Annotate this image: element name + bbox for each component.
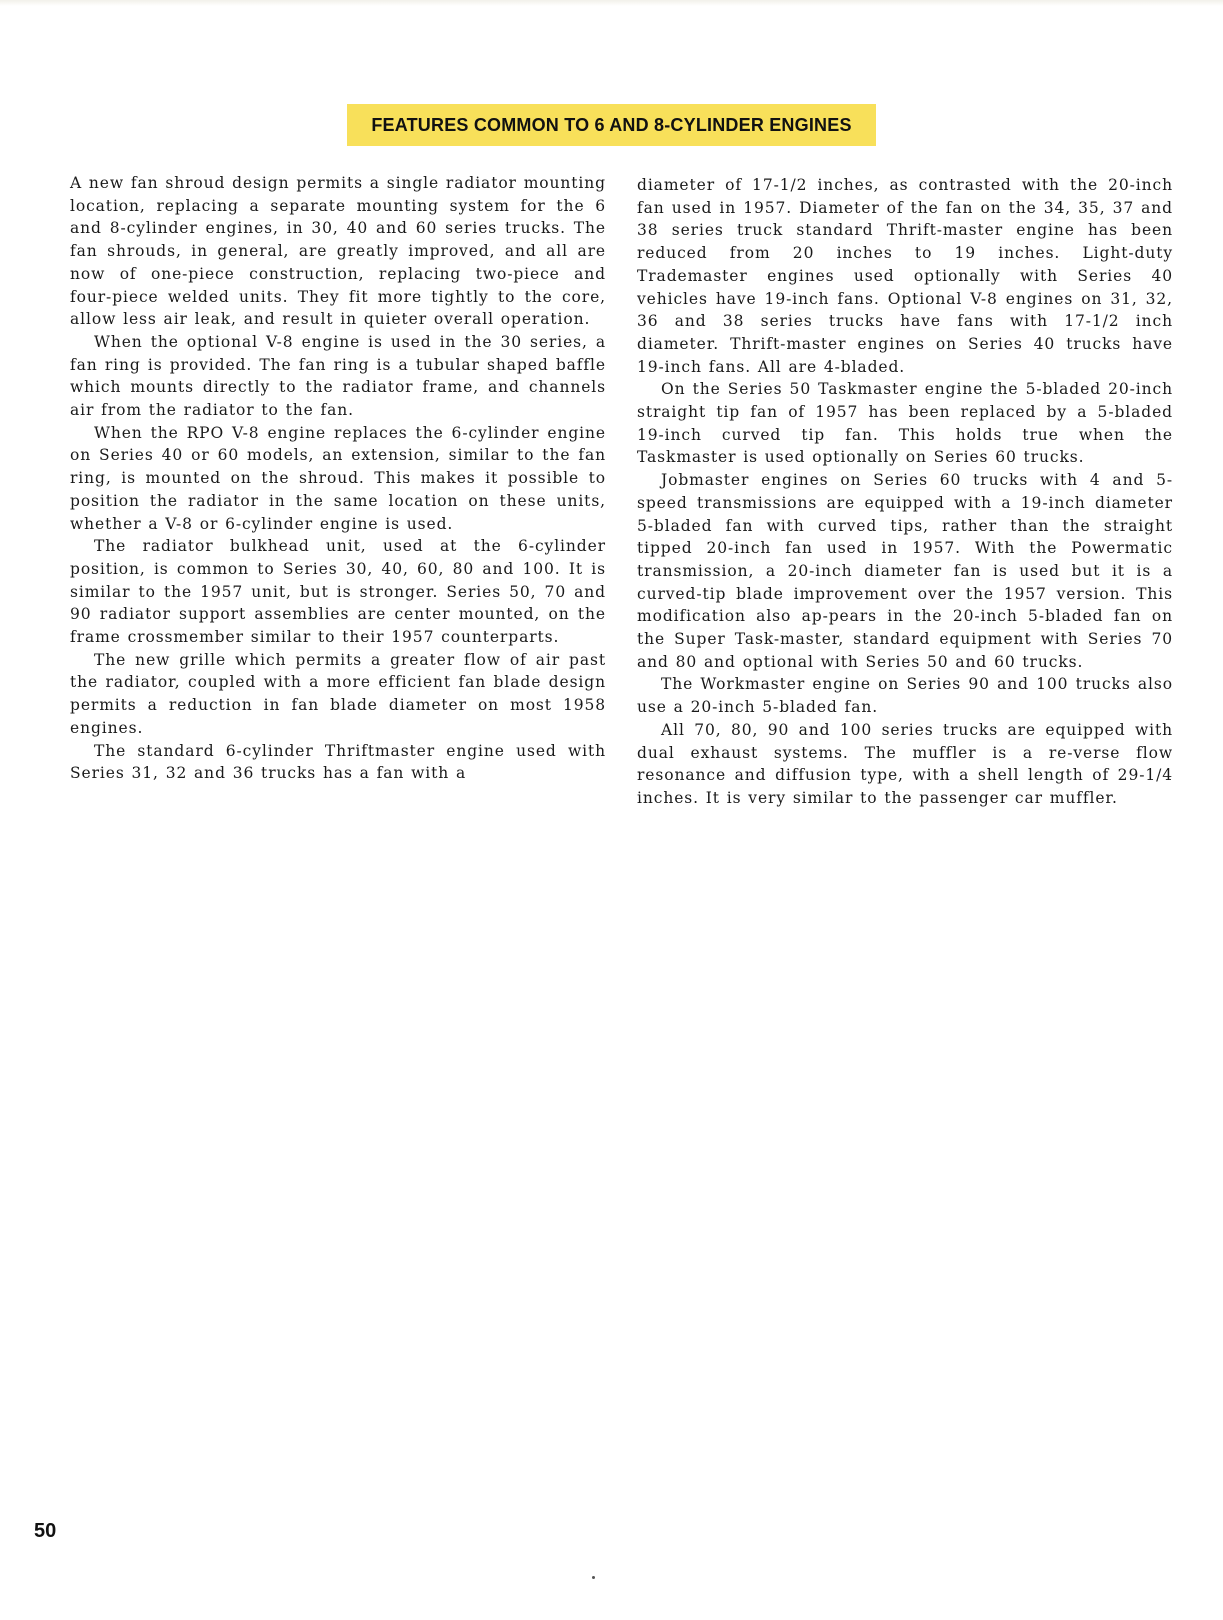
- paragraph: The Workmaster engine on Series 90 and 100 trucks also use a 20-inch 5-bladed fan.: [637, 675, 1173, 717]
- paragraph: The standard 6-cylinder Thriftmaster engine used with Series 31, 32 and 36 trucks has a fan with a: [70, 741, 606, 783]
- section-heading: FEATURES COMMON TO 6 AND 8-CYLINDER ENGINES: [347, 104, 875, 146]
- paragraph: A new fan shroud design permits a single radiator mounting location, replacing a separate mounting system for the 6 and 8-cylinder engines, in 30, 40 and 60 series trucks. The fan shrouds, in general, are greatly improved, and all are now of one-piece construction, replacing two-piece and four-piece welded units. They fit more tightly to the core, allow less air leak, and result in quieter overall operation.: [70, 174, 606, 329]
- paragraph: The radiator bulkhead unit, used at the 6-cylinder position, is common to Series 30, 40, 60, 80 and 100. It is similar to the 1957 unit, but is stronger. Series 50, 70 and 90 radiator support assemblies are center mounted, on the frame crossmember similar to their 1957 counterparts.: [70, 537, 606, 647]
- paragraph: On the Series 50 Taskmaster engine the 5-bladed 20-inch straight tip fan of 1957 has been replaced by a 5-bladed 19-inch curved tip fan. This holds true when the Taskmaster is used optionally on Series 60 trucks.: [637, 380, 1173, 467]
- right-text-column: [637, 174, 1173, 810]
- page-edge: [0, 0, 1223, 6]
- paragraph: The new grille which permits a greater flow of air past the radiator, coupled with a more efficient fan blade design permits a reduction in fan blade diameter on most 1958 engines.: [70, 650, 606, 737]
- heading-container: [0, 104, 1223, 146]
- paragraph: When the RPO V-8 engine replaces the 6-cylinder engine on Series 40 or 60 models, an extension, similar to the fan ring, is mounted on the shroud. This makes it possible to position the radiator in the same location on these units, whether a V-8 or 6-cylinder engine is used.: [70, 423, 606, 533]
- paragraph: Jobmaster engines on Series 60 trucks with 4 and 5-speed transmissions are equipped with a 19-inch diameter 5-bladed fan with curved tips, rather than the straight tipped 20-inch fan used in 1957. With the Powermatic transmission, a 20-inch diameter fan is used but it is a curved-tip blade improvement over the 1957 version. This modification also ap-pears in the 20-inch 5-bladed fan on the Super Task-master, standard equipment with Series 70 and 80 and optional with Series 50 and 60 trucks.: [637, 471, 1173, 671]
- paragraph: All 70, 80, 90 and 100 series trucks are equipped with dual exhaust systems. The muffler is a re-verse flow resonance and diffusion type, with a shell length of 29-1/4 inches. It is very similar to the passenger car muffler.: [637, 720, 1173, 807]
- left-text-column: [70, 172, 606, 785]
- print-speck: [592, 1576, 595, 1579]
- paragraph: diameter of 17-1/2 inches, as contrasted with the 20-inch fan used in 1957. Diameter of the fan on the 34, 35, 37 and 38 series truck standard Thrift-master engine has been reduced from 20 inches to 19 inches. Light-duty Trademaster engines used optionally with Series 40 vehicles have 19-inch fans. Optional V-8 engines on 31, 32, 36 and 38 series trucks have fans with 17-1/2 inch diameter. Thrift-master engines on Series 40 trucks have 19-inch fans. All are 4-bladed.: [637, 176, 1173, 376]
- page-number: 50: [34, 1520, 57, 1542]
- paragraph: When the optional V-8 engine is used in the 30 series, a fan ring is provided. The fan ring is a tubular shaped baffle which mounts directly to the radiator frame, and channels air from the radiator to the fan.: [70, 332, 606, 420]
